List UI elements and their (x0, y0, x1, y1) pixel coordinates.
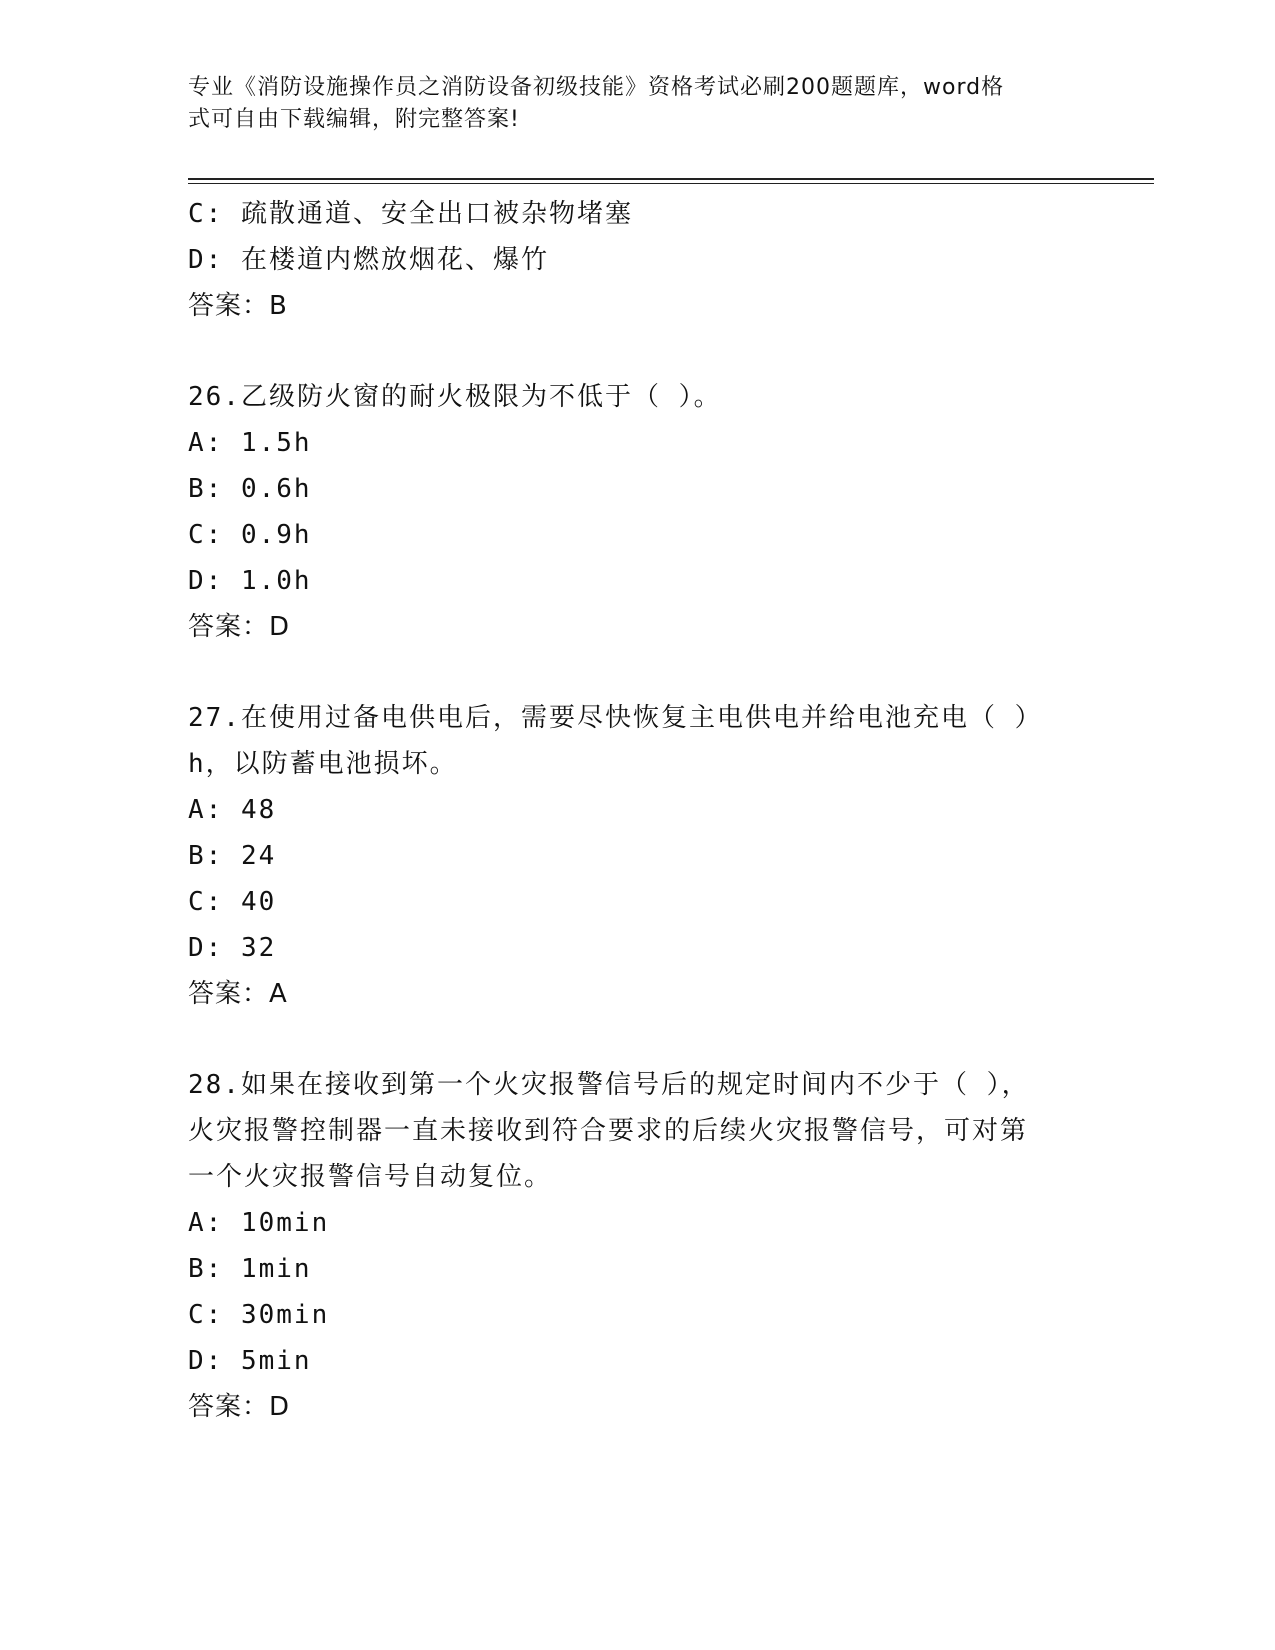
question-26 (188, 374, 1088, 650)
option-c: C: 疏散通道、安全出口被杂物堵塞 (188, 199, 633, 229)
option-c: C: 0.9h (188, 520, 312, 550)
option-c: C: 40 (188, 887, 277, 917)
answer-label: 答案：A (188, 979, 288, 1009)
option-a: A: 1.5h (188, 428, 312, 458)
option-b: B: 24 (188, 841, 277, 871)
question-text: 26.乙级防火窗的耐火极限为不低于（ ）。 (188, 382, 722, 412)
header-title-line-1: 专业《消防设施操作员之消防设备初级技能》资格考试必刷200题题库，word格 (188, 75, 1005, 100)
option-a: A: 48 (188, 795, 277, 825)
question-text-line-3: 一个火灾报警信号自动复位。 (188, 1162, 553, 1192)
question-text-line-2: 火灾报警控制器一直未接收到符合要求的后续火灾报警信号，可对第 (188, 1116, 1029, 1146)
question-25-tail (188, 191, 1088, 329)
option-d: D: 在楼道内燃放烟花、爆竹 (188, 245, 549, 275)
option-d: D: 5min (188, 1346, 312, 1376)
option-b: B: 1min (188, 1254, 312, 1284)
answer-label: 答案：D (188, 612, 291, 642)
question-text-line-1: 27.在使用过备电供电后，需要尽快恢复主电供电并给电池充电（ ） (188, 703, 1043, 733)
answer-label: 答案：D (188, 1392, 291, 1422)
answer-label: 答案：B (188, 291, 288, 321)
header-divider-thick (188, 178, 1154, 180)
question-27 (188, 695, 1088, 1017)
option-d: D: 1.0h (188, 566, 312, 596)
option-d: D: 32 (188, 933, 277, 963)
option-b: B: 0.6h (188, 474, 312, 504)
document-body (188, 191, 1088, 1430)
question-text-line-1: 28.如果在接收到第一个火灾报警信号后的规定时间内不少于（ ）， (188, 1070, 1030, 1100)
question-text-line-2: h，以防蓄电池损坏。 (188, 749, 458, 779)
header-divider-thin (188, 183, 1154, 184)
question-28 (188, 1062, 1088, 1430)
option-a: A: 10min (188, 1208, 330, 1238)
option-c: C: 30min (188, 1300, 330, 1330)
document-header (188, 72, 1068, 136)
header-title-line-2: 式可自由下载编辑，附完整答案! (188, 107, 520, 132)
